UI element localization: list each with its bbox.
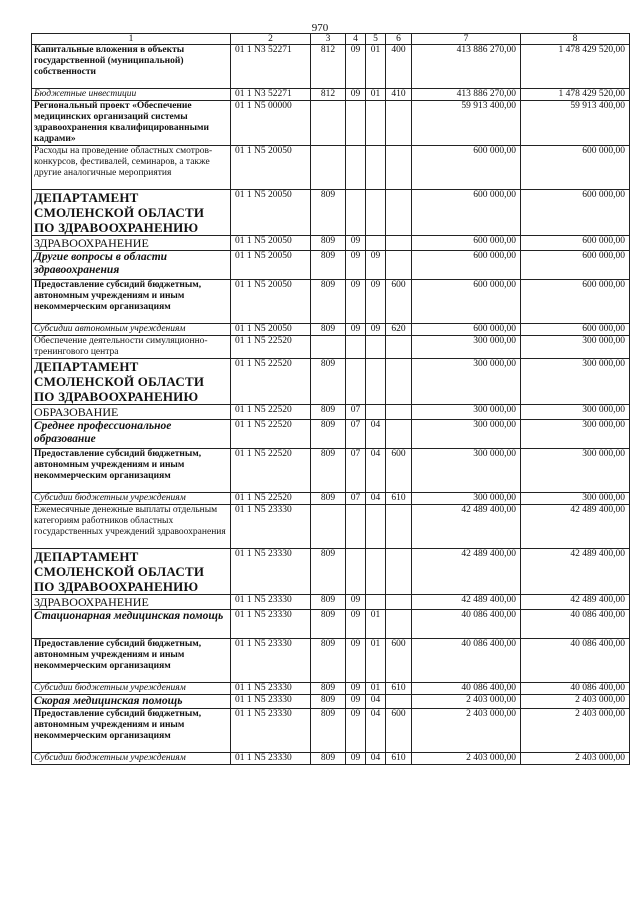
row-col6-cell (386, 251, 412, 280)
row-col8-amount: 1 478 429 520,00 (521, 89, 630, 101)
header-cell: 7 (412, 34, 521, 45)
page-number: 970 (311, 22, 329, 34)
row-col5-cell: 09 (366, 324, 386, 336)
row-col7-amount: 40 086 400,00 (412, 683, 521, 695)
table-row (32, 405, 630, 420)
row-name-cell: Стационарная медицинская помощь (32, 610, 231, 639)
row-name-cell: Региональный проект «Обеспечение медицинских организаций системы здравоохранения квалифицированными кадрами» (32, 101, 231, 146)
row-name-cell: Среднее профессиональное образование (32, 420, 231, 449)
row-col5-cell (366, 505, 386, 549)
row-col7-amount: 300 000,00 (412, 405, 521, 420)
row-col8-amount: 40 086 400,00 (521, 639, 630, 683)
row-code-cell: 01 1 N5 20050 (231, 190, 311, 236)
row-col4-cell: 09 (346, 639, 366, 683)
table-row (32, 610, 630, 639)
row-col8-amount: 2 403 000,00 (521, 695, 630, 709)
row-col3-cell: 809 (311, 683, 346, 695)
table-row (32, 45, 630, 89)
row-col7-amount: 42 489 400,00 (412, 595, 521, 610)
table-row (32, 549, 630, 595)
row-name-cell: ДЕПАРТАМЕНТ СМОЛЕНСКОЙ ОБЛАСТИ ПО ЗДРАВООХРАНЕНИЮ (32, 549, 231, 595)
row-code-cell: 01 1 N5 22520 (231, 336, 311, 359)
row-col6-cell: 620 (386, 324, 412, 336)
row-col3-cell: 809 (311, 639, 346, 683)
row-col8-amount: 2 403 000,00 (521, 709, 630, 753)
row-col7-amount: 600 000,00 (412, 251, 521, 280)
row-col7-amount: 300 000,00 (412, 449, 521, 493)
row-name-cell: Субсидии бюджетным учреждениям (32, 753, 231, 765)
table-row (32, 695, 630, 709)
row-name-cell: Субсидии бюджетным учреждениям (32, 683, 231, 695)
row-col8-amount: 600 000,00 (521, 251, 630, 280)
header-cell: 5 (366, 34, 386, 45)
row-col5-cell (366, 336, 386, 359)
row-col3-cell: 809 (311, 709, 346, 753)
row-col3-cell: 809 (311, 405, 346, 420)
row-col6-cell (386, 405, 412, 420)
row-code-cell: 01 1 N5 20050 (231, 146, 311, 190)
row-col5-cell: 04 (366, 709, 386, 753)
row-col4-cell: 09 (346, 280, 366, 324)
row-name-cell: Предоставление субсидий бюджетным, автономным учреждениям и иным некоммерческим организациям (32, 280, 231, 324)
row-col6-cell: 610 (386, 753, 412, 765)
row-col6-cell: 400 (386, 45, 412, 89)
row-code-cell: 01 1 N5 23330 (231, 639, 311, 683)
row-col5-cell: 01 (366, 683, 386, 695)
header-cell: 6 (386, 34, 412, 45)
row-col7-amount: 300 000,00 (412, 420, 521, 449)
header-cell: 3 (311, 34, 346, 45)
row-name-cell: Предоставление субсидий бюджетным, автономным учреждениям и иным некоммерческим организациям (32, 709, 231, 753)
row-col7-amount: 42 489 400,00 (412, 505, 521, 549)
table-row (32, 639, 630, 683)
row-col5-cell: 09 (366, 280, 386, 324)
row-col4-cell: 07 (346, 449, 366, 493)
row-col4-cell: 07 (346, 493, 366, 505)
header-cell: 1 (32, 34, 231, 45)
row-col8-amount: 600 000,00 (521, 190, 630, 236)
row-code-cell: 01 1 N5 00000 (231, 101, 311, 146)
row-col3-cell: 809 (311, 449, 346, 493)
row-col4-cell (346, 146, 366, 190)
row-code-cell: 01 1 N5 23330 (231, 695, 311, 709)
row-col6-cell: 600 (386, 639, 412, 683)
row-name-cell: Ежемесячные денежные выплаты отдельным категориям работников областных государственных учреждений здравоохранения (32, 505, 231, 549)
row-col3-cell: 809 (311, 420, 346, 449)
row-code-cell: 01 1 N5 22520 (231, 493, 311, 505)
row-col5-cell (366, 359, 386, 405)
row-col7-amount: 600 000,00 (412, 146, 521, 190)
row-col7-amount: 413 886 270,00 (412, 45, 521, 89)
table-row (32, 449, 630, 493)
row-name-cell: Предоставление субсидий бюджетным, автономным учреждениям и иным некоммерческим организациям (32, 449, 231, 493)
table-row (32, 146, 630, 190)
row-col3-cell (311, 101, 346, 146)
row-col8-amount: 300 000,00 (521, 336, 630, 359)
table-row (32, 251, 630, 280)
row-col5-cell: 01 (366, 610, 386, 639)
row-col7-amount: 600 000,00 (412, 190, 521, 236)
row-col3-cell: 809 (311, 190, 346, 236)
row-code-cell: 01 1 N5 22520 (231, 449, 311, 493)
header-row (32, 34, 630, 45)
row-col5-cell: 04 (366, 695, 386, 709)
row-col5-cell (366, 595, 386, 610)
row-col3-cell: 812 (311, 45, 346, 89)
row-col7-amount: 59 913 400,00 (412, 101, 521, 146)
row-col6-cell (386, 336, 412, 359)
row-col5-cell: 01 (366, 639, 386, 683)
row-col4-cell (346, 549, 366, 595)
row-code-cell: 01 1 N5 20050 (231, 280, 311, 324)
row-col8-amount: 40 086 400,00 (521, 610, 630, 639)
row-col4-cell: 07 (346, 420, 366, 449)
row-col8-amount: 42 489 400,00 (521, 505, 630, 549)
row-col7-amount: 600 000,00 (412, 236, 521, 251)
row-col6-cell (386, 695, 412, 709)
row-col5-cell (366, 146, 386, 190)
row-col7-amount: 2 403 000,00 (412, 709, 521, 753)
row-col8-amount: 42 489 400,00 (521, 549, 630, 595)
row-col6-cell (386, 505, 412, 549)
row-col7-amount: 600 000,00 (412, 324, 521, 336)
row-col6-cell: 610 (386, 683, 412, 695)
row-code-cell: 01 1 N5 23330 (231, 595, 311, 610)
budget-table (31, 33, 630, 765)
row-col8-amount: 2 403 000,00 (521, 753, 630, 765)
row-name-cell: ЗДРАВООХРАНЕНИЕ (32, 236, 231, 251)
row-col3-cell (311, 146, 346, 190)
row-col4-cell: 07 (346, 405, 366, 420)
row-name-cell: ОБРАЗОВАНИЕ (32, 405, 231, 420)
row-col5-cell: 09 (366, 251, 386, 280)
table-row (32, 280, 630, 324)
row-name-cell: ЗДРАВООХРАНЕНИЕ (32, 595, 231, 610)
row-col3-cell: 809 (311, 280, 346, 324)
row-code-cell: 01 1 N3 52271 (231, 45, 311, 89)
row-col4-cell: 09 (346, 89, 366, 101)
row-col5-cell (366, 549, 386, 595)
row-col6-cell (386, 420, 412, 449)
row-col8-amount: 300 000,00 (521, 359, 630, 405)
row-col4-cell: 09 (346, 610, 366, 639)
table-row (32, 420, 630, 449)
table-row (32, 89, 630, 101)
row-col4-cell: 09 (346, 709, 366, 753)
row-col4-cell: 09 (346, 753, 366, 765)
row-col6-cell: 410 (386, 89, 412, 101)
row-col4-cell (346, 359, 366, 405)
row-col5-cell (366, 101, 386, 146)
row-col6-cell: 600 (386, 709, 412, 753)
row-col7-amount: 413 886 270,00 (412, 89, 521, 101)
row-code-cell: 01 1 N5 23330 (231, 610, 311, 639)
row-col5-cell (366, 405, 386, 420)
row-code-cell: 01 1 N5 23330 (231, 505, 311, 549)
table-row (32, 101, 630, 146)
table-row (32, 359, 630, 405)
table-row (32, 493, 630, 505)
row-col4-cell (346, 505, 366, 549)
row-col3-cell: 809 (311, 549, 346, 595)
row-col6-cell (386, 549, 412, 595)
header-cell: 8 (521, 34, 630, 45)
row-col6-cell (386, 101, 412, 146)
row-name-cell: Субсидии автономным учреждениям (32, 324, 231, 336)
row-col5-cell: 04 (366, 420, 386, 449)
row-code-cell: 01 1 N5 20050 (231, 236, 311, 251)
row-col6-cell: 600 (386, 280, 412, 324)
row-col7-amount: 600 000,00 (412, 280, 521, 324)
row-col6-cell (386, 610, 412, 639)
row-name-cell: Субсидии бюджетным учреждениям (32, 493, 231, 505)
row-col5-cell (366, 190, 386, 236)
table-row (32, 236, 630, 251)
row-col7-amount: 300 000,00 (412, 359, 521, 405)
row-col7-amount: 42 489 400,00 (412, 549, 521, 595)
row-col4-cell: 09 (346, 45, 366, 89)
row-code-cell: 01 1 N3 52271 (231, 89, 311, 101)
table-row (32, 190, 630, 236)
row-col7-amount: 2 403 000,00 (412, 695, 521, 709)
row-col5-cell: 04 (366, 753, 386, 765)
row-col6-cell (386, 236, 412, 251)
row-col7-amount: 40 086 400,00 (412, 639, 521, 683)
table-row (32, 709, 630, 753)
row-col5-cell: 04 (366, 493, 386, 505)
header-cell: 4 (346, 34, 366, 45)
row-code-cell: 01 1 N5 22520 (231, 405, 311, 420)
row-col8-amount: 600 000,00 (521, 236, 630, 251)
row-col4-cell (346, 101, 366, 146)
row-col3-cell: 809 (311, 359, 346, 405)
row-col4-cell (346, 190, 366, 236)
row-name-cell: ДЕПАРТАМЕНТ СМОЛЕНСКОЙ ОБЛАСТИ ПО ЗДРАВООХРАНЕНИЮ (32, 190, 231, 236)
row-col4-cell (346, 336, 366, 359)
row-col8-amount: 1 478 429 520,00 (521, 45, 630, 89)
row-col5-cell: 04 (366, 449, 386, 493)
row-col3-cell: 809 (311, 324, 346, 336)
row-col3-cell: 812 (311, 89, 346, 101)
row-col6-cell: 610 (386, 493, 412, 505)
row-col8-amount: 600 000,00 (521, 146, 630, 190)
row-code-cell: 01 1 N5 23330 (231, 753, 311, 765)
row-col8-amount: 300 000,00 (521, 449, 630, 493)
row-name-cell: Предоставление субсидий бюджетным, автономным учреждениям и иным некоммерческим организациям (32, 639, 231, 683)
row-col3-cell: 809 (311, 595, 346, 610)
row-code-cell: 01 1 N5 20050 (231, 324, 311, 336)
row-col3-cell: 809 (311, 251, 346, 280)
row-col8-amount: 600 000,00 (521, 324, 630, 336)
row-col7-amount: 300 000,00 (412, 493, 521, 505)
row-col4-cell: 09 (346, 236, 366, 251)
row-col3-cell (311, 336, 346, 359)
row-col6-cell (386, 146, 412, 190)
row-col3-cell: 809 (311, 695, 346, 709)
row-col7-amount: 300 000,00 (412, 336, 521, 359)
table-row (32, 753, 630, 765)
row-col7-amount: 2 403 000,00 (412, 753, 521, 765)
row-col6-cell (386, 190, 412, 236)
row-col8-amount: 42 489 400,00 (521, 595, 630, 610)
row-name-cell: Другие вопросы в области здравоохранения (32, 251, 231, 280)
row-name-cell: Капитальные вложения в объекты государственной (муниципальной) собственности (32, 45, 231, 89)
row-col3-cell: 809 (311, 493, 346, 505)
row-col8-amount: 300 000,00 (521, 405, 630, 420)
row-name-cell: ДЕПАРТАМЕНТ СМОЛЕНСКОЙ ОБЛАСТИ ПО ЗДРАВООХРАНЕНИЮ (32, 359, 231, 405)
row-name-cell: Скорая медицинская помощь (32, 695, 231, 709)
table-row (32, 336, 630, 359)
row-col4-cell: 09 (346, 595, 366, 610)
row-col8-amount: 300 000,00 (521, 420, 630, 449)
row-code-cell: 01 1 N5 23330 (231, 683, 311, 695)
row-col6-cell (386, 359, 412, 405)
row-col8-amount: 300 000,00 (521, 493, 630, 505)
row-name-cell: Бюджетные инвестиции (32, 89, 231, 101)
row-col6-cell (386, 595, 412, 610)
row-col4-cell: 09 (346, 695, 366, 709)
header-cell: 2 (231, 34, 311, 45)
row-col5-cell (366, 236, 386, 251)
table-row (32, 595, 630, 610)
row-col8-amount: 59 913 400,00 (521, 101, 630, 146)
row-col4-cell: 09 (346, 324, 366, 336)
table-row (32, 505, 630, 549)
row-code-cell: 01 1 N5 20050 (231, 251, 311, 280)
row-col4-cell: 09 (346, 683, 366, 695)
row-col8-amount: 600 000,00 (521, 280, 630, 324)
table-row (32, 683, 630, 695)
row-code-cell: 01 1 N5 23330 (231, 709, 311, 753)
row-code-cell: 01 1 N5 23330 (231, 549, 311, 595)
row-col3-cell: 809 (311, 753, 346, 765)
row-col7-amount: 40 086 400,00 (412, 610, 521, 639)
row-code-cell: 01 1 N5 22520 (231, 420, 311, 449)
table-row (32, 324, 630, 336)
row-col4-cell: 09 (346, 251, 366, 280)
row-col5-cell: 01 (366, 45, 386, 89)
row-name-cell: Расходы на проведение областных смотров-конкурсов, фестивалей, семинаров, а также другие аналогичные мероприятия (32, 146, 231, 190)
row-code-cell: 01 1 N5 22520 (231, 359, 311, 405)
row-col6-cell: 600 (386, 449, 412, 493)
row-col5-cell: 01 (366, 89, 386, 101)
row-col3-cell (311, 505, 346, 549)
row-col3-cell: 809 (311, 236, 346, 251)
row-col3-cell: 809 (311, 610, 346, 639)
row-col8-amount: 40 086 400,00 (521, 683, 630, 695)
row-name-cell: Обеспечение деятельности симуляционно-тренингового центра (32, 336, 231, 359)
